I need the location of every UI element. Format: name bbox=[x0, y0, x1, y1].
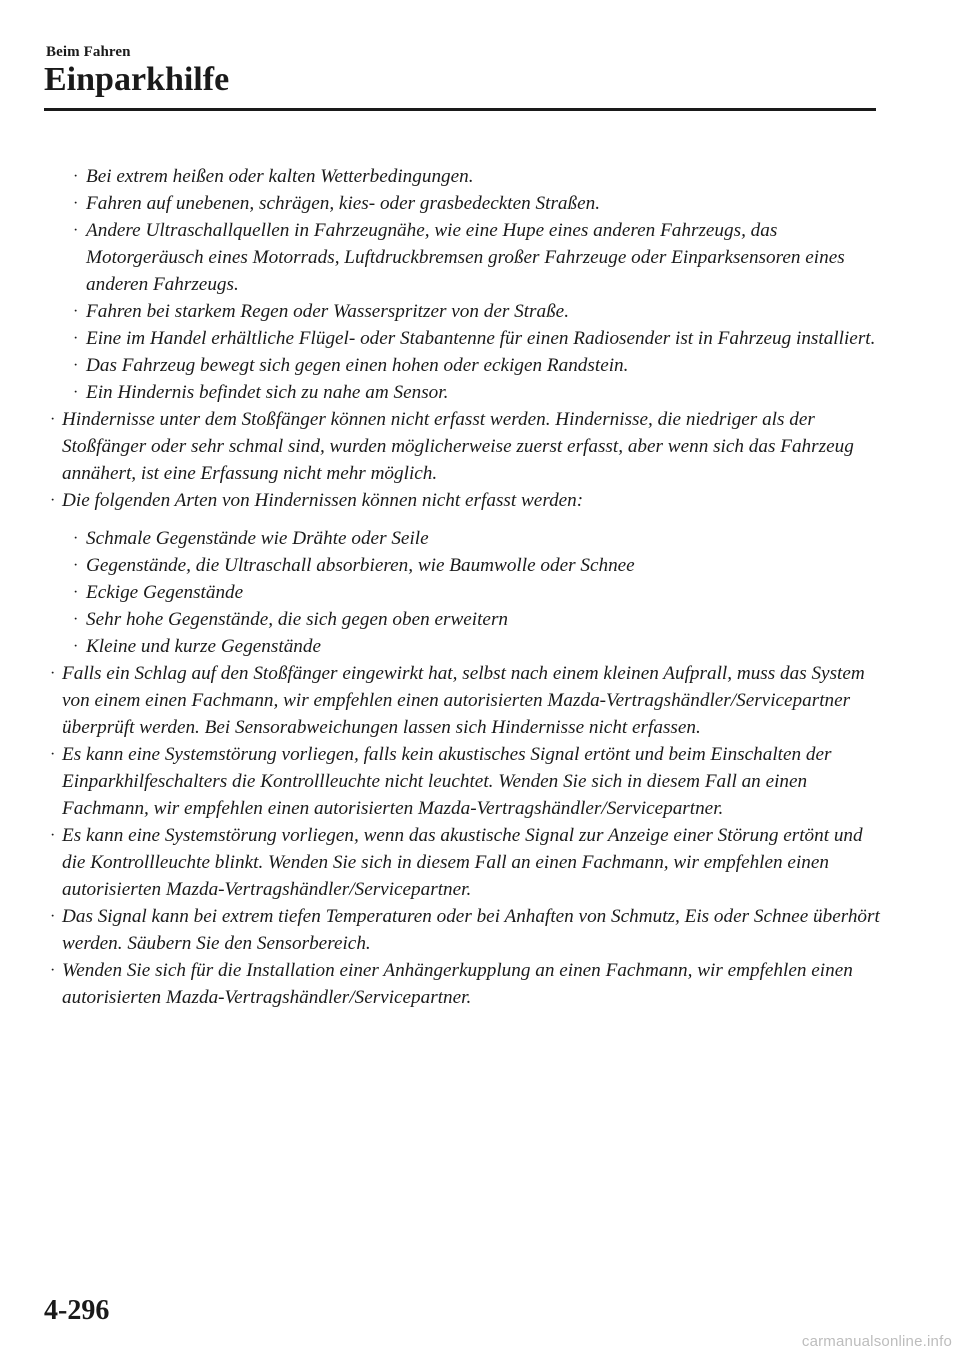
bullet-icon: · bbox=[73, 222, 79, 239]
list-item bbox=[0, 163, 960, 190]
bullet-icon: · bbox=[73, 584, 79, 601]
bullet-icon: · bbox=[73, 557, 79, 574]
bullet-icon: · bbox=[73, 611, 79, 628]
list-item bbox=[0, 217, 960, 298]
list-item-text: Eine im Handel erhältliche Flügel- oder Stabantenne für einen Radiosender ist in Fahrzeug installiert. bbox=[86, 328, 876, 349]
bullet-icon: · bbox=[73, 330, 79, 347]
list-item bbox=[0, 741, 960, 822]
list-item bbox=[0, 606, 960, 633]
bullet-icon: · bbox=[73, 530, 79, 547]
list-item-text: Es kann eine Systemstörung vorliegen, falls kein akustisches Signal ertönt und beim Einschalten der Einparkhilfeschalters die Kontrollleuchte nicht leuchtet. Wenden Sie sich in diesem Fall an einen Fachmann, wir empfehlen einen autorisierten Mazda-Vertragshändler/Servicepartner. bbox=[62, 744, 832, 819]
list-item-text: Gegenstände, die Ultraschall absorbieren, wie Baumwolle oder Schnee bbox=[86, 555, 635, 576]
list-item bbox=[0, 352, 960, 379]
list-item-text: Das Signal kann bei extrem tiefen Temperaturen oder bei Anhaften von Schmutz, Eis oder Schnee überhört werden. Säubern Sie den Sensorbereich. bbox=[62, 906, 880, 954]
bullet-icon: · bbox=[50, 746, 56, 763]
list-item bbox=[0, 325, 960, 352]
list-item-text: Die folgenden Arten von Hindernissen können nicht erfasst werden: bbox=[62, 490, 584, 511]
list-item-text: Fahren auf unebenen, schrägen, kies- oder grasbedeckten Straßen. bbox=[86, 193, 601, 214]
list-item-text: Sehr hohe Gegenstände, die sich gegen oben erweitern bbox=[86, 609, 509, 630]
bullet-icon: · bbox=[50, 908, 56, 925]
list-item bbox=[0, 406, 960, 487]
bullet-icon: · bbox=[73, 384, 79, 401]
list-item bbox=[0, 633, 960, 660]
list-item bbox=[0, 379, 960, 406]
watermark: carmanualsonline.info bbox=[801, 1333, 952, 1350]
list-item-text: Hindernisse unter dem Stoßfänger können nicht erfasst werden. Hindernisse, die niedriger als der Stoßfänger oder sehr schmal sind, wurden möglicherweise zuerst erfasst, aber wenn sich das Fahrzeug annähert, ist eine Erfassung nicht mehr möglich. bbox=[62, 409, 854, 484]
page-number: 4-296 bbox=[44, 1295, 110, 1326]
bullet-icon: · bbox=[50, 962, 56, 979]
list-item-text: Bei extrem heißen oder kalten Wetterbedingungen. bbox=[86, 166, 474, 187]
list-item bbox=[0, 579, 960, 606]
section-label: Beim Fahren bbox=[46, 44, 131, 60]
list-item-text: Das Fahrzeug bewegt sich gegen einen hohen oder eckigen Randstein. bbox=[86, 355, 629, 376]
list-item-text: Wenden Sie sich für die Installation einer Anhängerkupplung an einen Fachmann, wir empfehlen einen autorisierten Mazda-Vertragshändler/Servicepartner. bbox=[62, 960, 853, 1008]
bullet-icon: · bbox=[73, 195, 79, 212]
list-item bbox=[0, 552, 960, 579]
bullet-icon: · bbox=[73, 638, 79, 655]
bullet-icon: · bbox=[50, 665, 56, 682]
bullet-icon: · bbox=[73, 303, 79, 320]
list-item-text: Falls ein Schlag auf den Stoßfänger eingewirkt hat, selbst nach einem kleinen Aufprall, muss das System von einem einen Fachmann, wir empfehlen einen autorisierten Mazda-Vertragshändler/Servicepartner überprüft werden. Bei Sensorabweichungen lassen sich Hindernisse nicht erfassen. bbox=[62, 663, 865, 738]
content-body bbox=[0, 163, 960, 1011]
list-item bbox=[0, 525, 960, 552]
header-rule bbox=[44, 108, 876, 111]
list-item-text: Es kann eine Systemstörung vorliegen, wenn das akustische Signal zur Anzeige einer Störung ertönt und die Kontrollleuchte blinkt. Wenden Sie sich in diesem Fall an einen Fachmann, wir empfehlen einen autorisierten Mazda-Vertragshändler/Servicepartner. bbox=[62, 825, 863, 900]
list-item bbox=[0, 957, 960, 1011]
list-item bbox=[0, 190, 960, 217]
chapter-title: Einparkhilfe bbox=[44, 61, 230, 98]
list-item-text: Fahren bei starkem Regen oder Wasserspritzer von der Straße. bbox=[86, 301, 569, 322]
bullet-icon: · bbox=[73, 357, 79, 374]
list-item bbox=[0, 822, 960, 903]
list-item bbox=[0, 660, 960, 741]
bullet-icon: · bbox=[50, 411, 56, 428]
list-item bbox=[0, 903, 960, 957]
list-item-text: Eckige Gegenstände bbox=[86, 582, 244, 603]
bullet-icon: · bbox=[73, 168, 79, 185]
list-item bbox=[0, 298, 960, 325]
list-item-text: Ein Hindernis befindet sich zu nahe am Sensor. bbox=[86, 382, 449, 403]
list-item-text: Andere Ultraschallquellen in Fahrzeugnähe, wie eine Hupe eines anderen Fahrzeugs, das Motorgeräusch eines Motorrads, Luftdruckbremsen großer Fahrzeuge oder Einparksensoren eines anderen Fahrzeugs. bbox=[86, 220, 845, 295]
bullet-icon: · bbox=[50, 827, 56, 844]
list-item-text: Schmale Gegenstände wie Drähte oder Seile bbox=[86, 528, 429, 549]
list-item bbox=[0, 487, 960, 514]
list-item-text: Kleine und kurze Gegenstände bbox=[86, 636, 321, 657]
bullet-icon: · bbox=[50, 492, 56, 509]
